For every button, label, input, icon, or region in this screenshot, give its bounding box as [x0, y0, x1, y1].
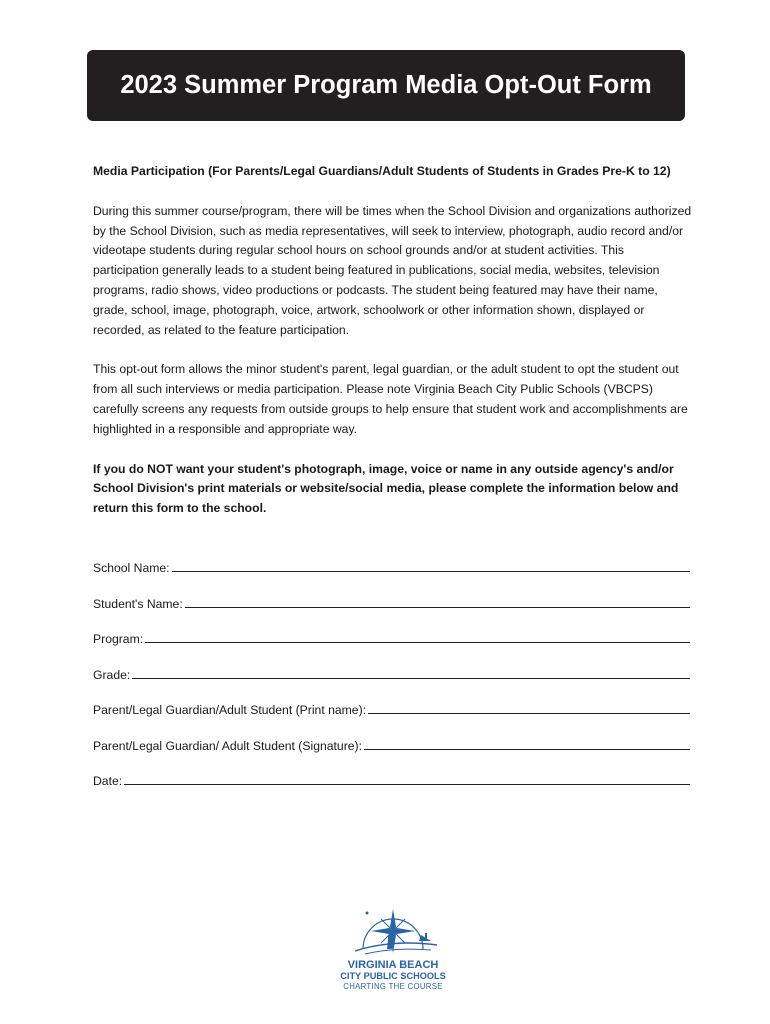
- intro-section: [93, 162, 693, 539]
- signature-line[interactable]: [364, 748, 690, 750]
- date-line[interactable]: [124, 783, 690, 785]
- program-line[interactable]: [145, 641, 690, 643]
- title-banner: [87, 50, 685, 121]
- print-name-line[interactable]: [368, 712, 690, 714]
- vbcps-logo: [335, 905, 451, 995]
- paragraph-instructions: If you do NOT want your student's photograph, image, voice or name in any outside agency's and/or School Division's print materials or website/social media, please complete the information below and return this form to the school.: [93, 461, 679, 516]
- school-name-line[interactable]: [172, 570, 690, 572]
- paragraph-participation: During this summer course/program, there will be times when the School Division and organizations authorized by the School Division, such as media representatives, will seek to interview, photograph, audio record and/or videotape students during regular school hours on school grounds and/or at student activities. This participation generally leads to a student being featured in publications, social media, websites, television programs, radio shows, video productions or podcasts. The student being featured may have their name, grade, school, image, photograph, voice, artwork, schoolwork or other information shown, displayed or recorded, as related to the feature participation.: [93, 203, 692, 337]
- grade-label: Grade:: [93, 667, 131, 682]
- school-name-field[interactable]: [93, 557, 690, 575]
- date-label: Date:: [93, 774, 123, 788]
- section-subheading: Media Participation (For Parents/Legal Guardians/Adult Students of Students in Grades Pre-K to 12): [93, 164, 671, 178]
- opt-out-form-fields: [93, 557, 690, 806]
- logo-line-2: CITY PUBLIC SCHOOLS: [340, 971, 446, 981]
- student-name-field[interactable]: [93, 593, 690, 611]
- print-name-field[interactable]: [93, 699, 690, 717]
- student-name-label: Student's Name:: [93, 596, 183, 611]
- grade-field[interactable]: [93, 664, 690, 682]
- paragraph-opt-out: This opt-out form allows the minor student's parent, legal guardian, or the adult student to opt the student out from all such interviews or media participation. Please note Virginia Beach City Public Schools (VBCPS) carefully screens any requests from outside groups to help ensure that student work and accomplishments are highlighted in a responsible and appropriate way.: [93, 362, 688, 436]
- signature-field[interactable]: [93, 735, 690, 753]
- logo-line-1: VIRGINIA BEACH: [347, 959, 439, 971]
- program-label: Program:: [93, 632, 144, 646]
- compass-lighthouse-icon: [335, 905, 451, 961]
- page-title: 2023 Summer Program Media Opt-Out Form: [120, 71, 652, 99]
- logo-tagline: CHARTING THE COURSE: [343, 982, 443, 991]
- date-field[interactable]: [93, 770, 690, 788]
- student-name-line[interactable]: [185, 606, 690, 608]
- program-field[interactable]: [93, 628, 690, 646]
- school-name-label: School Name:: [93, 561, 170, 575]
- grade-line[interactable]: [132, 677, 690, 679]
- signature-label: Parent/Legal Guardian/ Adult Student (Signature):: [93, 738, 362, 753]
- print-name-label: Parent/Legal Guardian/Adult Student (Print name):: [93, 703, 367, 717]
